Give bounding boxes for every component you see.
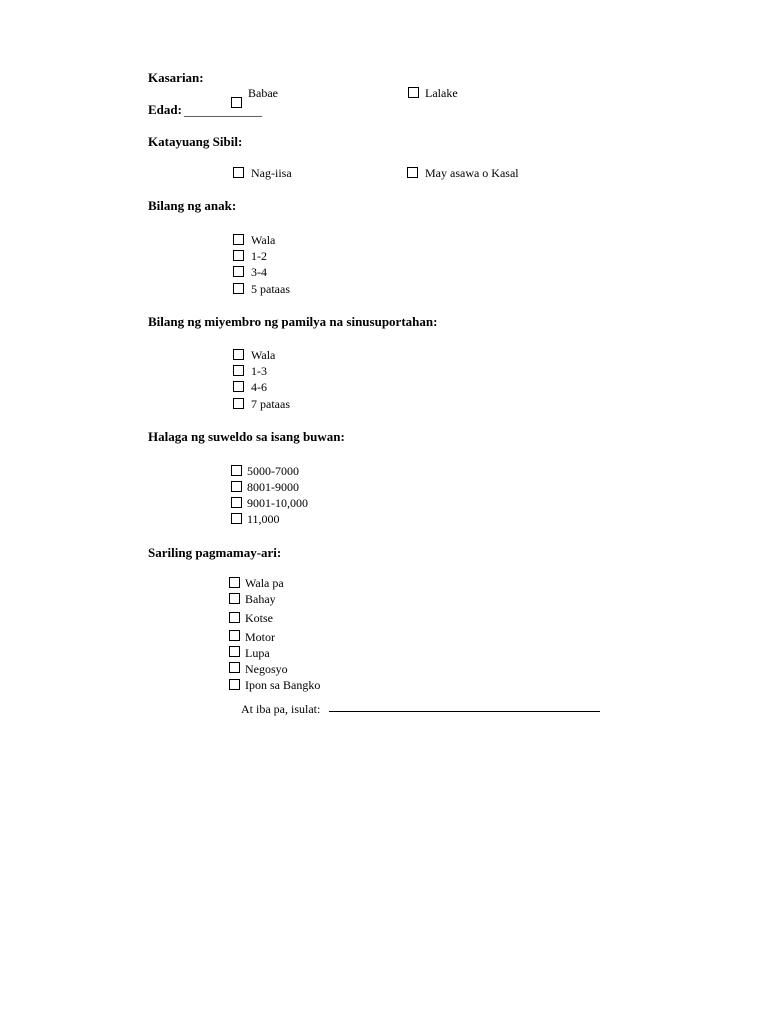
checkbox-assets-motor[interactable] [229, 630, 240, 641]
option-assets-lupa-label: Lupa [245, 646, 270, 660]
children-label: Bilang ng anak: [148, 198, 237, 213]
option-assets-motor-label: Motor [245, 630, 275, 644]
checkbox-salary-5000-7000[interactable] [231, 465, 242, 476]
checkbox-dependents-4-6[interactable] [233, 381, 244, 392]
age-blank-line[interactable]: ____________ [184, 103, 262, 118]
option-salary-8001-9000-label: 8001-9000 [247, 480, 299, 494]
age-label: Edad: [148, 102, 182, 117]
option-salary-11000-label: 11,000 [247, 512, 280, 526]
option-dependents-wala-label: Wala [251, 348, 276, 362]
checkbox-may-asawa[interactable] [407, 167, 418, 178]
checkbox-assets-negosyo[interactable] [229, 662, 240, 673]
option-children-3-4-label: 3-4 [251, 265, 267, 279]
option-babae-label: Babae [248, 86, 278, 100]
option-assets-bahay-label: Bahay [245, 592, 276, 606]
checkbox-dependents-wala[interactable] [233, 349, 244, 360]
option-salary-9001-10000-label: 9001-10,000 [247, 496, 308, 510]
option-children-1-2-label: 1-2 [251, 249, 267, 263]
checkbox-children-1-2[interactable] [233, 250, 244, 261]
salary-label: Halaga ng suweldo sa isang buwan: [148, 429, 345, 444]
option-assets-negosyo-label: Negosyo [245, 662, 288, 676]
checkbox-assets-ipon-sa-bangko[interactable] [229, 679, 240, 690]
checkbox-nag-iisa[interactable] [233, 167, 244, 178]
checkbox-salary-8001-9000[interactable] [231, 481, 242, 492]
checkbox-assets-kotse[interactable] [229, 612, 240, 623]
option-children-wala-label: Wala [251, 233, 276, 247]
sex-label: Kasarian: [148, 70, 204, 85]
checkbox-assets-lupa[interactable] [229, 646, 240, 657]
checkbox-assets-bahay[interactable] [229, 593, 240, 604]
option-assets-kotse-label: Kotse [245, 611, 273, 625]
option-assets-ipon-sa-bangko-label: Ipon sa Bangko [245, 678, 321, 692]
option-salary-5000-7000-label: 5000-7000 [247, 464, 299, 478]
checkbox-children-3-4[interactable] [233, 266, 244, 277]
checkbox-children-wala[interactable] [233, 234, 244, 245]
assets-other-blank-line[interactable] [329, 711, 600, 712]
option-assets-wala-pa-label: Wala pa [245, 576, 284, 590]
assets-label: Sariling pagmamay-ari: [148, 545, 282, 560]
option-may-asawa-label: May asawa o Kasal [425, 166, 519, 180]
checkbox-lalake[interactable] [408, 87, 419, 98]
assets-other-label: At iba pa, isulat: [241, 702, 321, 716]
checkbox-salary-9001-10000[interactable] [231, 497, 242, 508]
checkbox-salary-11000[interactable] [231, 513, 242, 524]
option-children-5-pataas-label: 5 pataas [251, 282, 290, 296]
checkbox-dependents-1-3[interactable] [233, 365, 244, 376]
checkbox-dependents-7-pataas[interactable] [233, 398, 244, 409]
checkbox-children-5-pataas[interactable] [233, 283, 244, 294]
option-nag-iisa-label: Nag-iisa [251, 166, 292, 180]
option-dependents-4-6-label: 4-6 [251, 380, 267, 394]
option-dependents-1-3-label: 1-3 [251, 364, 267, 378]
civil-status-label: Katayuang Sibil: [148, 134, 243, 149]
option-lalake-label: Lalake [425, 86, 458, 100]
option-dependents-7-pataas-label: 7 pataas [251, 397, 290, 411]
checkbox-assets-wala-pa[interactable] [229, 577, 240, 588]
dependents-label: Bilang ng miyembro ng pamilya na sinusuportahan: [148, 314, 438, 329]
